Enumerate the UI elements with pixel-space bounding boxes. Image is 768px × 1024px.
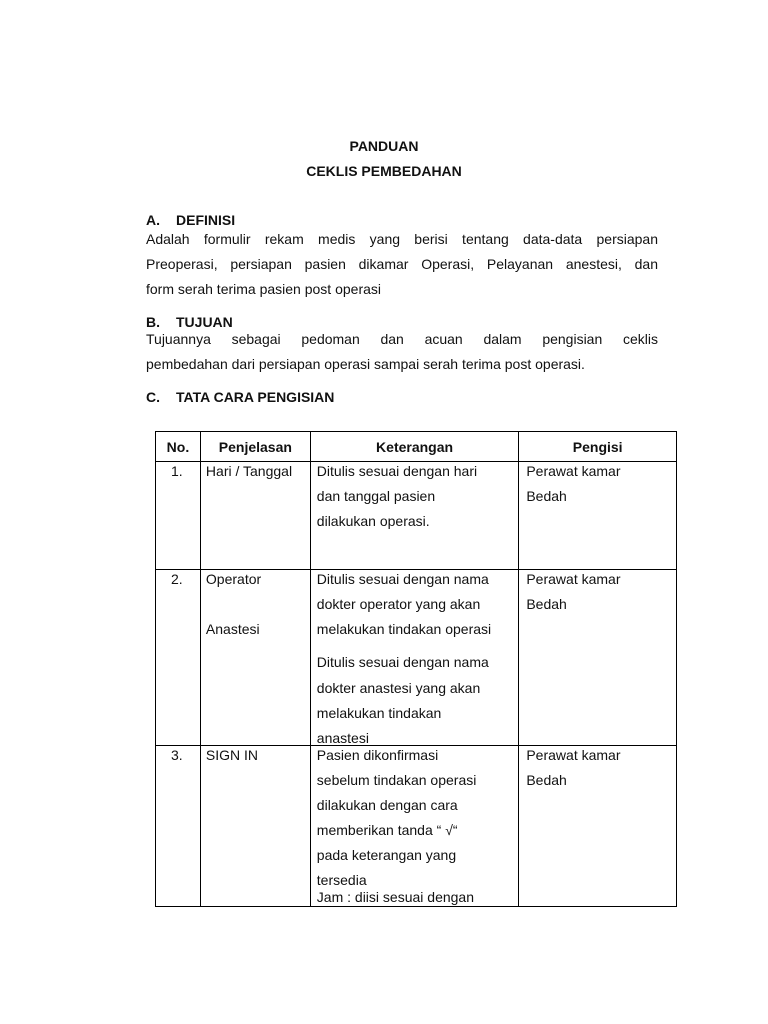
section-c-title: TATA CARA PENGISIAN (176, 389, 335, 405)
row-number-cell (156, 462, 201, 570)
keterangan-line: Ditulis sesuai dengan nama (316, 571, 489, 587)
keterangan-line: tersedia (316, 872, 367, 888)
keterangan-line: dilakukan operasi. (316, 513, 430, 529)
keterangan-line: dokter operator yang akan (316, 596, 481, 612)
keterangan-line: Jam : diisi sesuai dengan (316, 889, 474, 905)
section-a-heading (146, 212, 235, 228)
paragraph-line: pembedahan dari persiapan operasi sampai serah terima post operasi. (146, 356, 585, 372)
section-b-paragraph (146, 327, 658, 377)
keterangan-line: Ditulis sesuai dengan nama (316, 654, 489, 670)
keterangan-line: melakukan tindakan (316, 705, 442, 721)
pengisi-cell (519, 746, 677, 907)
section-b-number: B. (146, 314, 160, 330)
header-no: No. (156, 432, 201, 462)
section-a-paragraph (146, 227, 658, 302)
row-number-cell (156, 746, 201, 907)
document-title: PANDUAN (349, 138, 419, 154)
keterangan-line: dan tanggal pasien (316, 488, 436, 504)
keterangan-line: melakukan tindakan operasi (316, 621, 492, 637)
header-keterangan: Keterangan (310, 432, 519, 462)
keterangan-cell (310, 570, 519, 746)
section-b-title: TUJUAN (176, 314, 233, 330)
keterangan-line: dilakukan dengan cara (316, 797, 458, 813)
section-a-title: DEFINISI (176, 212, 236, 228)
header-pengisi: Pengisi (519, 432, 677, 462)
row-number: 1. (171, 463, 183, 479)
penjelasan-text: Anastesi (205, 621, 260, 637)
row-number: 2. (171, 571, 183, 587)
section-c-number: C. (146, 389, 160, 405)
pengisi-line: Bedah (526, 488, 567, 504)
keterangan-line: memberikan tanda “ √“ (316, 822, 458, 838)
penjelasan-text: Operator (205, 571, 262, 587)
pengisi-line: Bedah (526, 596, 567, 612)
pengisi-line: Perawat kamar (526, 747, 621, 763)
paragraph-line: Tujuannya sebagai pedoman dan acuan dalam pengisian ceklis (146, 331, 658, 347)
row-number: 3. (171, 747, 183, 763)
penjelasan-text: SIGN IN (205, 747, 259, 763)
document-subtitle: CEKLIS PEMBEDAHAN (306, 163, 462, 179)
pengisi-line: Perawat kamar (526, 463, 621, 479)
keterangan-line: Pasien dikonfirmasi (316, 747, 439, 763)
paragraph-line: Preoperasi, persiapan pasien dikamar Operasi, Pelayanan anestesi, dan (146, 256, 658, 272)
pengisi-cell (519, 462, 677, 570)
paragraph-line: form serah terima pasien post operasi (146, 281, 381, 297)
keterangan-cell (310, 746, 519, 907)
penjelasan-cell (200, 570, 310, 746)
keterangan-line: Ditulis sesuai dengan hari (316, 463, 478, 479)
table-row (156, 462, 677, 570)
instructions-table (155, 431, 677, 907)
penjelasan-cell (200, 462, 310, 570)
row-number-cell (156, 570, 201, 746)
pengisi-cell (519, 570, 677, 746)
keterangan-line: pada keterangan yang (316, 847, 457, 863)
keterangan-line: dokter anastesi yang akan (316, 680, 481, 696)
table-row (156, 746, 677, 907)
penjelasan-cell (200, 746, 310, 907)
keterangan-cell (310, 462, 519, 570)
pengisi-line: Bedah (526, 772, 567, 788)
table-header-row (156, 432, 677, 462)
section-a-number: A. (146, 212, 160, 228)
paragraph-line: Adalah formulir rekam medis yang berisi tentang data-data persiapan (146, 231, 658, 247)
penjelasan-text: Hari / Tanggal (205, 463, 293, 479)
table-row (156, 570, 677, 746)
keterangan-line: sebelum tindakan operasi (316, 772, 477, 788)
section-c-heading (146, 389, 334, 405)
header-penjelasan: Penjelasan (200, 432, 310, 462)
pengisi-line: Perawat kamar (526, 571, 621, 587)
keterangan-line: anastesi (316, 730, 369, 746)
